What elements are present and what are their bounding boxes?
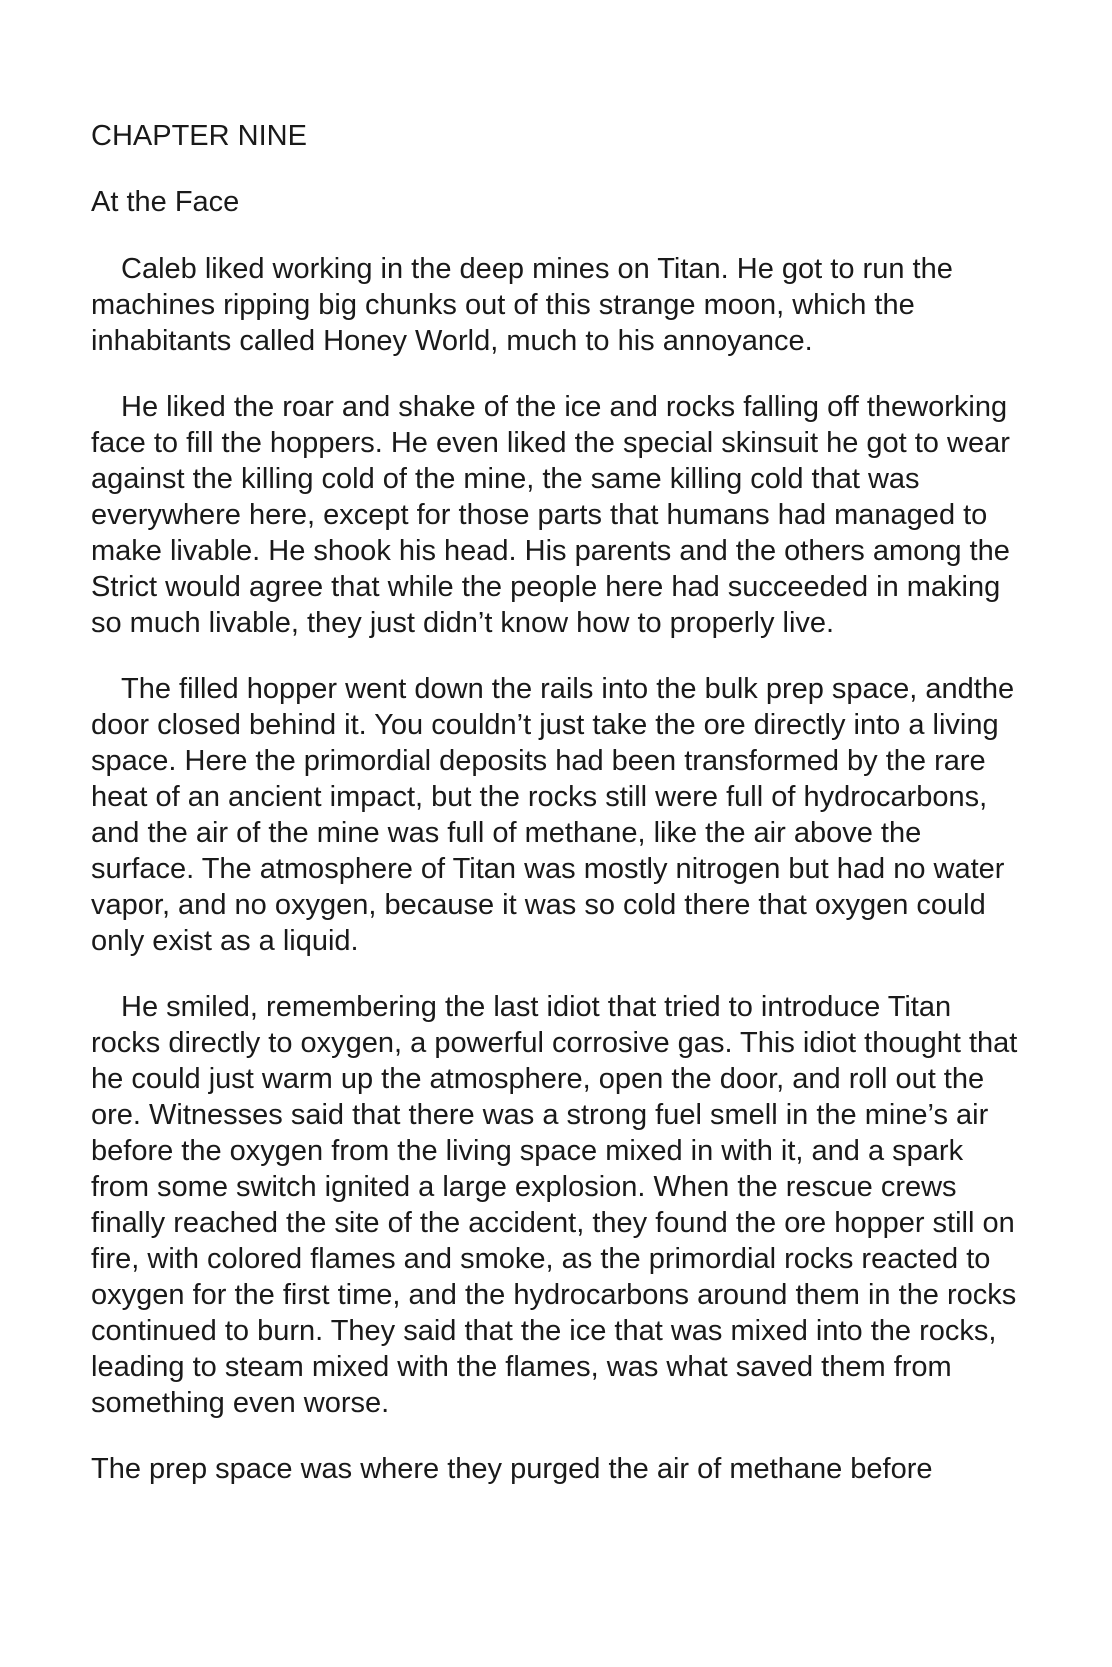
chapter-heading: CHAPTER NINE [91, 120, 307, 152]
paragraph-2: He liked the roar and shake of the ice and rocks falling off theworking face to fill the hoppers. He even liked the special skinsuit he got to wear against the killing cold of the mine, the same killing cold that was everywhere here, except for those parts that humans had managed to make livable. He shook his head. His parents and the others among the Strict would agree that while the people here had succeeded in making so much livable, they just didn’t know how to properly live. [91, 391, 1010, 639]
chapter-subtitle: At the Face [91, 186, 240, 218]
paragraph-4: He smiled, remembering the last idiot that tried to introduce Titan rocks directly to oxygen, a powerful corrosive gas. This idiot thought that he could just warm up the atmosphere, open the door, and roll out the ore. Witnesses said that there was a strong fuel smell in the mine’s air before the oxygen from the living space mixed in with it, and a spark from some switch ignited a large explosion. When the rescue crews finally reached the site of the accident, they found the ore hopper still on fire, with colored flames and smoke, as the primordial rocks reacted to oxygen for the first time, and the hydrocarbons around them in the rocks continued to burn. They said that the ice that was mixed into the rocks, leading to steam mixed with the flames, was what saved them from something even worse. [91, 991, 1018, 1419]
paragraph-1: Caleb liked working in the deep mines on Titan. He got to run the machines ripping big chunks out of this strange moon, which the inhabitants called Honey World, much to his annoyance. [91, 253, 953, 357]
book-page [91, 118, 1021, 1517]
paragraph-3: The filled hopper went down the rails into the bulk prep space, andthe door closed behind it. You couldn’t just take the ore directly into a living space. Here the primordial deposits had been transformed by the rare heat of an ancient impact, but the rocks still were full of hydrocarbons, and the air of the mine was full of methane, like the air above the surface. The atmosphere of Titan was mostly nitrogen but had no water vapor, and no oxygen, because it was so cold there that oxygen could only exist as a liquid. [91, 673, 1015, 957]
paragraph-5: The prep space was where they purged the air of methane before [91, 1453, 933, 1485]
